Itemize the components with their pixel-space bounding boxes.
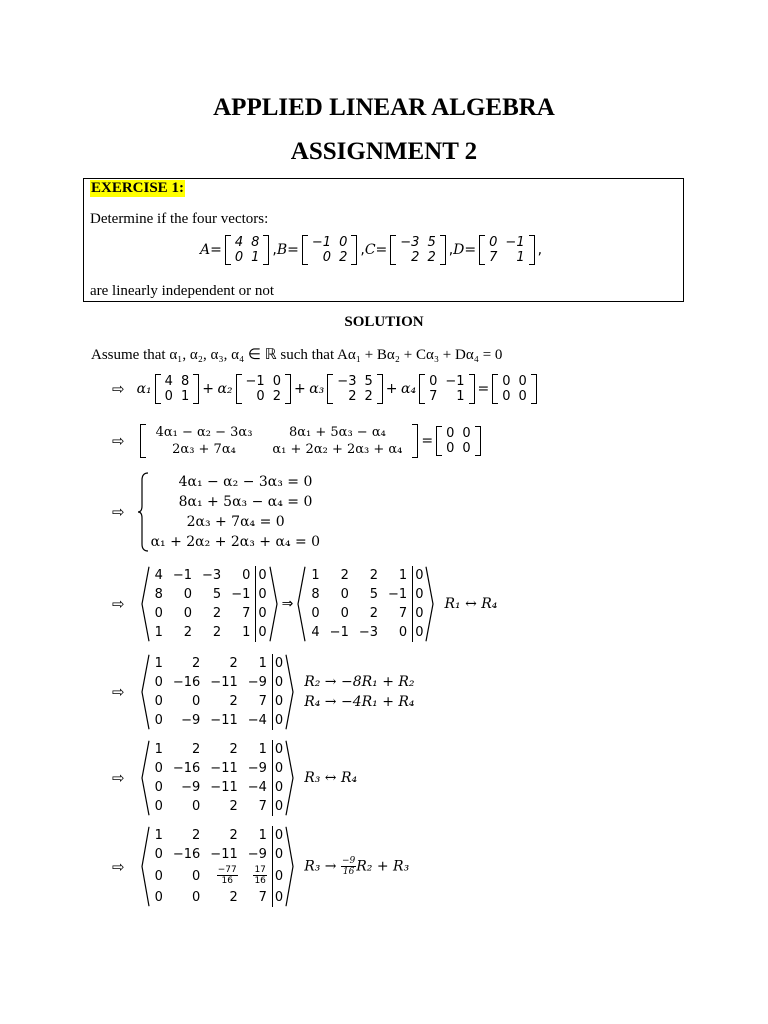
matrix-cell: −16 (172, 761, 201, 776)
augmented-matrix-2 (297, 566, 434, 642)
augmented-cell: 0 (413, 585, 426, 604)
fraction-numerator: −9 (341, 856, 356, 866)
matrix-cell: 2 (229, 694, 238, 709)
step-combined-matrix (112, 424, 484, 458)
matrix-cell: 4 (311, 625, 320, 640)
matrix-cell: 1 (516, 250, 525, 265)
matrix-cell: 0 (154, 780, 163, 795)
matrix-cell: −3 (358, 625, 379, 640)
assumption-text: Assume that α₁, α₂, α₃, α₄ ∈ ℝ such that Aα₁ + Bα₂ + Cα₃ + Dα₄ = 0 (91, 347, 503, 363)
solution-heading: SOLUTION (344, 314, 424, 330)
matrix-cell: 1 (456, 389, 465, 404)
augmented-cell: 0 (272, 864, 285, 888)
left-angle-bracket (141, 654, 150, 730)
row-operation: R₂ → −8R₁ + R₂ (304, 674, 415, 690)
augmented-cell: 0 (272, 778, 285, 797)
equation-4: α₁ + 2α₂ + 2α₃ + α₄ = 0 (150, 534, 321, 550)
right-bracket (531, 374, 537, 404)
matrix-cell: 7 (429, 389, 438, 404)
matrix-C (390, 235, 445, 265)
matrix-cell: 2 (272, 389, 281, 404)
comma: , (360, 242, 365, 258)
matrix-cell: 0 (192, 890, 201, 905)
augmented-cell: 0 (413, 566, 426, 585)
matrix-cell: 2 (212, 625, 222, 640)
augmented-cell: 0 (272, 692, 285, 711)
equation-3: 2α₃ + 7α₄ = 0 (186, 514, 285, 530)
plus-sign: + (385, 381, 398, 397)
row-operations (298, 672, 414, 712)
step-eliminate-col1 (112, 654, 415, 730)
implies-arrow: ⇨ (112, 857, 125, 876)
matrix-cell: 0 (192, 694, 201, 709)
matrix-cell: 2 (229, 828, 238, 843)
zero-matrix (436, 426, 481, 456)
matrix-cell: 0 (339, 235, 348, 250)
matrix-cell: 1 (311, 568, 320, 583)
matrix-cell: −9 (247, 761, 267, 776)
matrix-cell: 0 (154, 868, 163, 884)
right-bracket (377, 374, 383, 404)
matrix-cell: 1 (258, 828, 267, 843)
matrix-cell: −11 (210, 675, 238, 690)
right-bracket (440, 235, 446, 265)
augmented-cell: 0 (256, 604, 269, 623)
right-bracket (351, 235, 357, 265)
equals-sign: = (375, 242, 388, 258)
fraction (253, 865, 266, 886)
coef-alpha1: α₁ (136, 381, 152, 397)
zero-matrix (492, 374, 537, 404)
matrix-cell: 2 (229, 799, 238, 814)
matrix-cell: 4α₁ − α₂ − 3α₃ (155, 425, 253, 440)
augmented-matrix-3 (141, 654, 295, 730)
matrix-cell: 2 (229, 742, 238, 757)
step-linear-combination (112, 374, 540, 404)
augmented-cell: 0 (272, 759, 285, 778)
matrix-cell: 8α₁ + 5α₃ − α₄ (288, 425, 386, 440)
matrix-cell: 1 (180, 389, 190, 404)
matrix-cell: 0 (462, 426, 471, 441)
matrix-cell: −11 (210, 713, 238, 728)
implies-arrow: ⇨ (112, 769, 125, 787)
implies-arrow: ⇨ (112, 595, 125, 613)
augmented-matrix-1 (141, 566, 278, 642)
matrix-cell: 2 (212, 606, 222, 621)
fraction-numerator: −77 (217, 865, 237, 875)
left-brace (137, 472, 149, 552)
matrix-cell: 7 (258, 890, 267, 905)
matrix-cell: 2 (339, 250, 348, 265)
matrix-cell: 5 (369, 587, 379, 602)
comma: , (537, 242, 543, 258)
matrix-cell: 0 (234, 250, 244, 265)
matrix-cell: −3 (337, 374, 357, 389)
matrix-cell: 0 (164, 389, 173, 404)
matrix-cell: −16 (172, 675, 201, 690)
fraction-denominator: 16 (254, 876, 266, 886)
matrix-cell: 5 (364, 374, 373, 389)
matrix-cell: 2 (411, 250, 420, 265)
matrix-cell: −3 (400, 235, 420, 250)
augmented-cell: 0 (413, 604, 426, 623)
left-angle-bracket (141, 566, 150, 642)
equation-1: 4α₁ − α₂ − 3α₃ = 0 (178, 474, 313, 490)
equals-sign: = (210, 242, 222, 258)
matrix-cell: −1 (245, 374, 265, 389)
matrix-cell: 7 (489, 250, 498, 265)
coef-alpha4: α₄ (400, 381, 417, 397)
matrix-cell: 0 (398, 625, 408, 640)
implies-arrow: ⇨ (112, 503, 125, 521)
matrix-cell: −4 (247, 780, 267, 795)
equation-2: 8α₁ + 5α₃ − α₄ = 0 (178, 494, 313, 510)
matrix-cell: 0 (311, 606, 320, 621)
left-angle-bracket (297, 566, 306, 642)
matrix-cell: 2 (192, 742, 201, 757)
augmented-cell: 0 (256, 566, 269, 585)
right-angle-bracket (285, 654, 294, 730)
augmented-cell: 0 (272, 845, 285, 864)
matrix-cell: 0 (518, 374, 527, 389)
matrix-cell: 4 (234, 235, 244, 250)
plus-sign: + (202, 381, 214, 397)
matrix-cell: 8 (311, 587, 320, 602)
matrix-A (155, 374, 200, 404)
right-bracket (263, 235, 269, 265)
matrix-cell: 0 (256, 389, 265, 404)
matrix-cell (205, 864, 242, 888)
exercise-tail: are linearly independent or not (90, 283, 275, 299)
matrix-cell: −1 (172, 568, 193, 583)
matrix-cell: 2 (229, 656, 238, 671)
right-bracket (412, 424, 418, 458)
matrix-cell: 2 (340, 568, 349, 583)
matrix-D (419, 374, 474, 404)
right-bracket (475, 426, 481, 456)
matrix-cell: 0 (183, 587, 193, 602)
matrix-cell (243, 864, 273, 888)
right-angle-bracket (285, 740, 294, 816)
implies-arrow: ⇨ (112, 683, 125, 701)
row-operation-lhs: R₃ → (304, 858, 337, 875)
assignment-title: ASSIGNMENT 2 (290, 138, 478, 165)
coef-alpha2: α₂ (217, 381, 233, 397)
augmented-cell: 0 (272, 797, 285, 816)
matrix-cell: 1 (242, 625, 251, 640)
equals-sign: = (477, 381, 490, 397)
row-operation-rhs: R₂ + R₃ (356, 858, 410, 875)
matrix-cell: 0 (489, 235, 498, 250)
matrix-cell: 0 (154, 847, 163, 862)
matrix-cell: 0 (154, 713, 163, 728)
combined-matrix (140, 424, 419, 458)
row-operation: R₃ ↔ R₄ (304, 770, 358, 786)
matrix-cell: 2 (229, 890, 238, 905)
plus-sign: + (293, 381, 306, 397)
augmented-cell: 0 (272, 654, 285, 673)
exercise-prompt: Determine if the four vectors: (90, 211, 269, 227)
matrix-cell: −9 (247, 847, 267, 862)
left-angle-bracket (141, 826, 150, 907)
augmented-cell: 0 (272, 740, 285, 759)
matrix-cell: 0 (242, 568, 251, 583)
matrix-cell: −9 (247, 675, 267, 690)
matrix-cell: 0 (502, 374, 511, 389)
exercise-box (83, 178, 684, 302)
fraction-denominator: 16 (221, 876, 233, 886)
matrix-cell: 2 (364, 389, 373, 404)
vector-definitions (200, 235, 542, 265)
matrix-name: D (453, 242, 465, 258)
matrix-A (225, 235, 270, 265)
matrix-cell: 0 (154, 799, 163, 814)
comma: , (272, 242, 277, 258)
equals-sign: = (464, 242, 477, 258)
fraction (217, 865, 238, 886)
matrix-cell: −1 (388, 587, 408, 602)
equals-sign: = (421, 433, 434, 449)
right-angle-bracket (285, 826, 294, 907)
matrix-cell: 0 (518, 389, 527, 404)
augmented-cell: 0 (413, 623, 426, 642)
row-operation: R₄ → −4R₁ + R₄ (304, 694, 415, 710)
matrix-C (327, 374, 382, 404)
matrix-cell: 4 (154, 568, 163, 583)
right-bracket (529, 235, 535, 265)
matrix-cell: 2 (183, 625, 193, 640)
step-augmented-swap (112, 566, 497, 642)
matrix-cell: −1 (329, 625, 349, 640)
augmented-cell: 0 (272, 826, 285, 845)
matrix-cell: 8 (154, 587, 163, 602)
matrix-cell: 2α₃ + 7α₄ (172, 442, 236, 457)
right-angle-bracket (269, 566, 278, 642)
matrix-cell: α₁ + 2α₂ + 2α₃ + α₄ (272, 442, 403, 457)
matrix-name: B (276, 242, 288, 258)
implies-arrow: ⇨ (112, 432, 125, 450)
matrix-cell: −11 (210, 780, 238, 795)
matrix-cell: 0 (340, 606, 349, 621)
exercise-label: EXERCISE 1: (91, 180, 184, 196)
implies-sign: ⇒ (281, 596, 294, 612)
matrix-cell: 0 (183, 606, 193, 621)
matrix-cell: 0 (446, 426, 455, 441)
equals-sign: = (287, 242, 299, 258)
matrix-cell: 0 (462, 441, 471, 456)
matrix-cell: −4 (247, 713, 267, 728)
matrix-cell: 2 (348, 389, 357, 404)
matrix-cell: 0 (322, 250, 332, 265)
row-operation: R₁ ↔ R₄ (444, 596, 498, 612)
matrix-cell: −16 (172, 847, 201, 862)
matrix-cell: 7 (398, 606, 408, 621)
matrix-cell: 1 (154, 625, 163, 640)
matrix-cell: −11 (210, 761, 238, 776)
right-bracket (285, 374, 291, 404)
matrix-cell: 1 (258, 656, 267, 671)
matrix-cell: 1 (154, 742, 163, 757)
left-angle-bracket (141, 740, 150, 816)
matrix-cell: 1 (258, 742, 267, 757)
matrix-cell: 0 (340, 587, 349, 602)
comma: , (448, 242, 454, 258)
matrix-cell: 5 (427, 235, 436, 250)
matrix-cell: 1 (154, 656, 163, 671)
matrix-cell: −9 (181, 780, 201, 795)
step-swap-r3-r4 (112, 740, 357, 816)
augmented-cell: 0 (256, 585, 269, 604)
matrix-B (302, 235, 357, 265)
matrix-cell: −1 (445, 374, 465, 389)
augmented-cell: 0 (272, 888, 285, 907)
right-bracket (193, 374, 199, 404)
matrix-cell: 0 (154, 675, 163, 690)
matrix-cell: 1 (154, 828, 163, 843)
matrix-cell: −9 (181, 713, 201, 728)
matrix-cell: 5 (212, 587, 222, 602)
matrix-cell: 1 (398, 568, 408, 583)
matrix-cell: 2 (369, 606, 379, 621)
matrix-cell: 0 (429, 374, 438, 389)
matrix-cell: 0 (154, 890, 163, 905)
matrix-cell: −11 (210, 847, 238, 862)
step-eliminate-col2 (112, 826, 409, 907)
matrix-cell: 0 (154, 694, 163, 709)
matrix-cell: 0 (446, 441, 455, 456)
fraction-numerator: 17 (254, 865, 266, 875)
matrix-cell: 0 (154, 606, 163, 621)
coef-alpha3: α₃ (309, 381, 325, 397)
augmented-cell: 0 (272, 711, 285, 730)
matrix-name: C (364, 242, 376, 258)
matrix-cell: −1 (505, 235, 525, 250)
row-operation (304, 856, 409, 877)
matrix-cell: 2 (369, 568, 379, 583)
matrix-cell: −1 (311, 235, 332, 250)
right-bracket (469, 374, 475, 404)
matrix-cell: 7 (258, 799, 267, 814)
right-angle-bracket (425, 566, 434, 642)
matrix-D (479, 235, 534, 265)
augmented-matrix-5 (141, 826, 295, 907)
step-linear-system (112, 472, 320, 552)
matrix-cell: 0 (272, 374, 281, 389)
equation-system (149, 472, 321, 552)
matrix-cell: −3 (202, 568, 222, 583)
matrix-cell: 2 (192, 828, 201, 843)
matrix-cell: 0 (502, 389, 511, 404)
matrix-cell: 8 (251, 235, 260, 250)
matrix-cell: 0 (192, 799, 201, 814)
matrix-cell: 2 (192, 656, 201, 671)
matrix-cell: −1 (231, 587, 251, 602)
document-title: APPLIED LINEAR ALGEBRA (213, 94, 555, 121)
matrix-cell: 7 (258, 694, 267, 709)
implies-arrow: ⇨ (112, 380, 125, 398)
matrix-cell: 2 (427, 250, 436, 265)
matrix-cell: 4 (164, 374, 173, 389)
matrix-cell: 0 (154, 761, 163, 776)
matrix-cell: 1 (251, 250, 260, 265)
fraction (341, 856, 356, 877)
matrix-cell: 8 (180, 374, 190, 389)
augmented-matrix-4 (141, 740, 295, 816)
matrix-name: A (200, 242, 211, 258)
fraction-denominator: 16 (342, 867, 355, 877)
matrix-B (236, 374, 291, 404)
matrix-cell: 0 (192, 868, 201, 884)
augmented-cell: 0 (272, 673, 285, 692)
augmented-cell: 0 (256, 623, 269, 642)
matrix-cell: 7 (242, 606, 251, 621)
